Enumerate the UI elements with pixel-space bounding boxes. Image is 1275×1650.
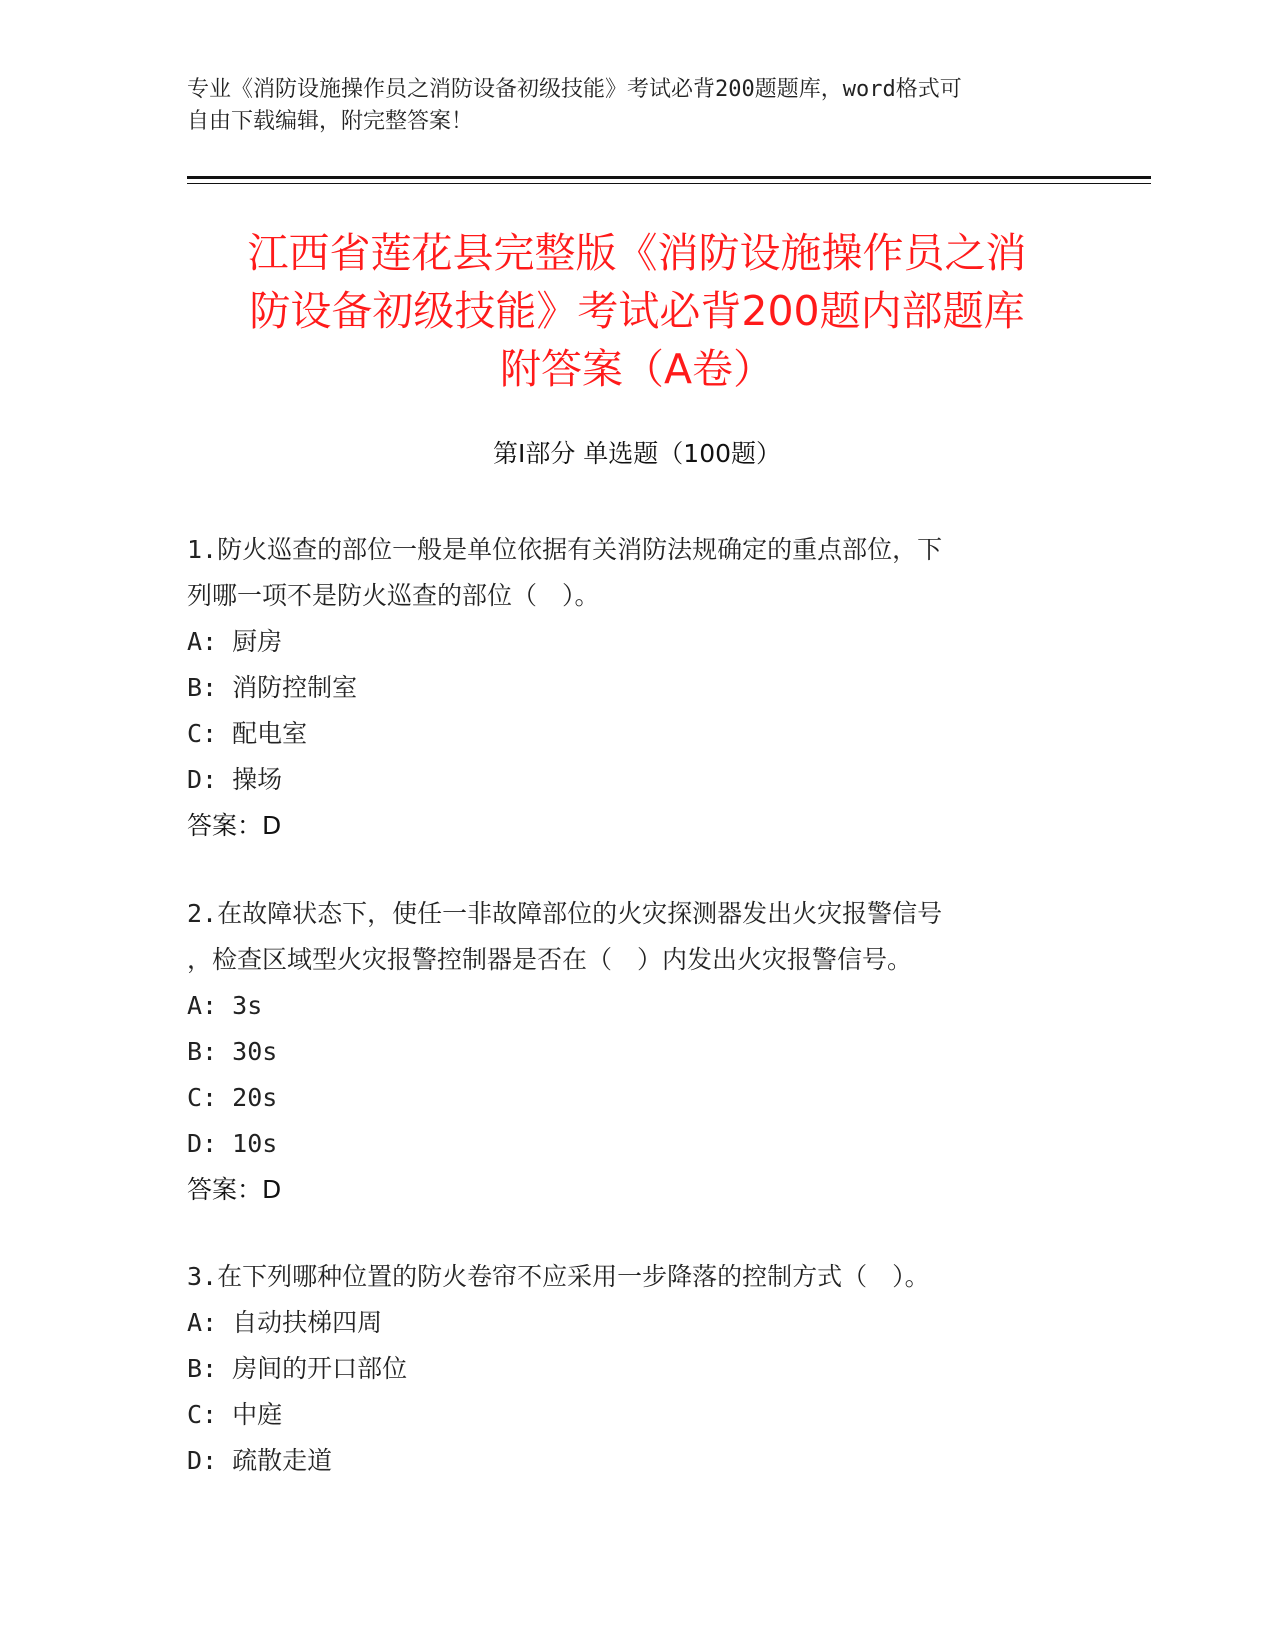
option-a: A: 厨房 — [187, 627, 283, 656]
question-1 — [187, 527, 1107, 849]
answer: 答案：D — [187, 1175, 282, 1204]
option-b: B: 房间的开口部位 — [187, 1354, 408, 1383]
document-title — [187, 224, 1087, 398]
header-rule-thin — [187, 183, 1151, 184]
question-stem-line-2: ，检查区域型火灾报警控制器是否在（ ）内发出火灾报警信号。 — [187, 945, 913, 974]
question-stem-line-1: 2.在故障状态下，使任一非故障部位的火灾探测器发出火灾报警信号 — [187, 899, 943, 928]
question-3 — [187, 1254, 1107, 1484]
question-stem-line-1: 1.防火巡查的部位一般是单位依据有关消防法规确定的重点部位，下 — [187, 535, 943, 564]
header-rule-thick — [187, 176, 1151, 179]
option-c: C: 中庭 — [187, 1400, 283, 1429]
option-a: A: 3s — [187, 991, 263, 1020]
option-d: D: 操场 — [187, 765, 283, 794]
question-stem-line-1: 3.在下列哪种位置的防火卷帘不应采用一步降落的控制方式（ ）。 — [187, 1262, 930, 1291]
option-c: C: 20s — [187, 1083, 278, 1112]
option-d: D: 疏散走道 — [187, 1446, 333, 1475]
header-note — [187, 74, 1087, 138]
option-b: B: 消防控制室 — [187, 673, 358, 702]
document-title-line-1: 江西省莲花县完整版《消防设施操作员之消 — [247, 229, 1027, 277]
option-c: C: 配电室 — [187, 719, 308, 748]
option-b: B: 30s — [187, 1037, 278, 1066]
document-title-line-3: 附答案（A卷） — [499, 345, 775, 393]
document-title-line-2: 防设备初级技能》考试必背200题内部题库 — [249, 287, 1025, 335]
question-2 — [187, 891, 1107, 1213]
header-note-line-2: 自由下载编辑，附完整答案！ — [187, 109, 474, 134]
question-stem-line-2: 列哪一项不是防火巡查的部位（ ）。 — [187, 581, 600, 610]
section-title: 第Ⅰ部分 单选题（100题） — [492, 439, 782, 468]
option-a: A: 自动扶梯四周 — [187, 1308, 383, 1337]
header-note-line-1: 专业《消防设施操作员之消防设备初级技能》考试必背200题题库，word格式可 — [187, 77, 962, 102]
answer: 答案：D — [187, 811, 282, 840]
option-d: D: 10s — [187, 1129, 278, 1158]
